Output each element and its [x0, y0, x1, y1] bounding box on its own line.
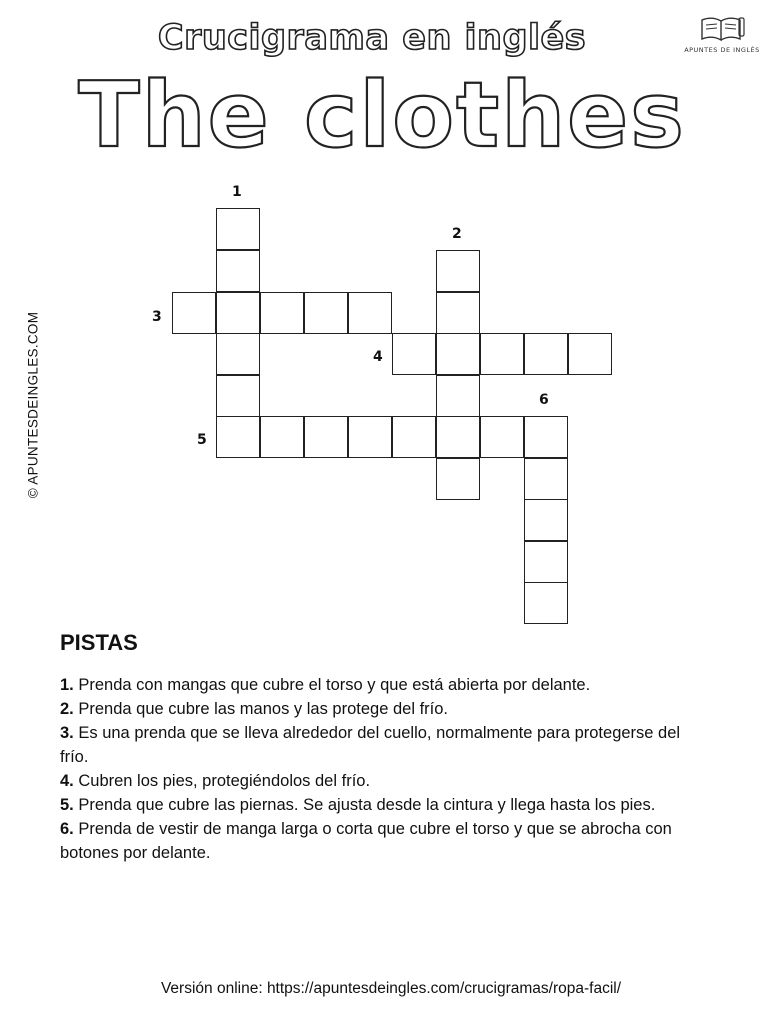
crossword-cell[interactable]: [524, 499, 568, 541]
clue-item: 6. Prenda de vestir de manga larga o corta que cubre el torso y que se abrocha con botones por delante.: [60, 820, 672, 862]
worksheet-title: The clothes: [78, 63, 686, 168]
copyright-side-text: © APUNTESDEINGLES.COM: [25, 311, 41, 499]
clue-item: 1. Prenda con mangas que cubre el torso y que está abierta por delante.: [60, 676, 591, 694]
clue-number-2: 2: [452, 226, 462, 242]
crossword-cell[interactable]: [348, 292, 392, 334]
crossword-cell[interactable]: [436, 458, 480, 500]
clue-number-5: 5: [197, 432, 207, 448]
clue-item: 5. Prenda que cubre las piernas. Se ajusta desde la cintura y llega hasta los pies.: [60, 796, 656, 814]
crossword-cell[interactable]: [436, 292, 480, 334]
clue-number-6: 6: [539, 392, 549, 408]
crossword-cell[interactable]: [480, 416, 524, 458]
crossword-cell[interactable]: [260, 292, 304, 334]
crossword-cell[interactable]: [216, 292, 260, 334]
crossword-cell[interactable]: [436, 375, 480, 417]
crossword-cell[interactable]: [348, 416, 392, 458]
worksheet-subtitle: Crucigrama en inglés: [157, 18, 587, 58]
clues-heading: PISTAS: [60, 630, 138, 655]
crossword-cell[interactable]: [260, 416, 304, 458]
clue-item: 3. Es una prenda que se lleva alrededor del cuello, normalmente para protegerse del frío.: [60, 724, 681, 766]
crossword-cell[interactable]: [524, 541, 568, 583]
crossword-cell[interactable]: [392, 416, 436, 458]
crossword-cell[interactable]: [568, 333, 612, 375]
crossword-cell[interactable]: [304, 292, 348, 334]
crossword-cell[interactable]: [480, 333, 524, 375]
crossword-cell[interactable]: [216, 250, 260, 292]
crossword-cell[interactable]: [304, 416, 348, 458]
crossword-cell[interactable]: [216, 416, 260, 458]
clue-number-4: 4: [373, 349, 383, 365]
crossword-cell[interactable]: [216, 208, 260, 250]
crossword-cell[interactable]: [524, 458, 568, 500]
crossword-cell[interactable]: [216, 333, 260, 375]
clue-item: 2. Prenda que cubre las manos y las protege del frío.: [60, 700, 448, 718]
clue-number-3: 3: [152, 309, 162, 325]
crossword-cell[interactable]: [436, 333, 480, 375]
crossword-cell[interactable]: [524, 416, 568, 458]
crossword-cell[interactable]: [392, 333, 436, 375]
crossword-cell[interactable]: [436, 250, 480, 292]
online-version-link[interactable]: Versión online: https://apuntesdeingles.com/crucigramas/ropa-facil/: [160, 980, 622, 997]
crossword-cell[interactable]: [436, 416, 480, 458]
logo-text: APUNTES DE INGLÉS: [684, 46, 760, 54]
clue-item: 4. Cubren los pies, protegiéndolos del frío.: [60, 772, 371, 790]
crossword-cell[interactable]: [216, 375, 260, 417]
crossword-cell[interactable]: [524, 333, 568, 375]
crossword-cell[interactable]: [172, 292, 216, 334]
crossword-cell[interactable]: [524, 582, 568, 624]
clue-number-1: 1: [232, 184, 242, 200]
clues-list: [60, 673, 710, 865]
